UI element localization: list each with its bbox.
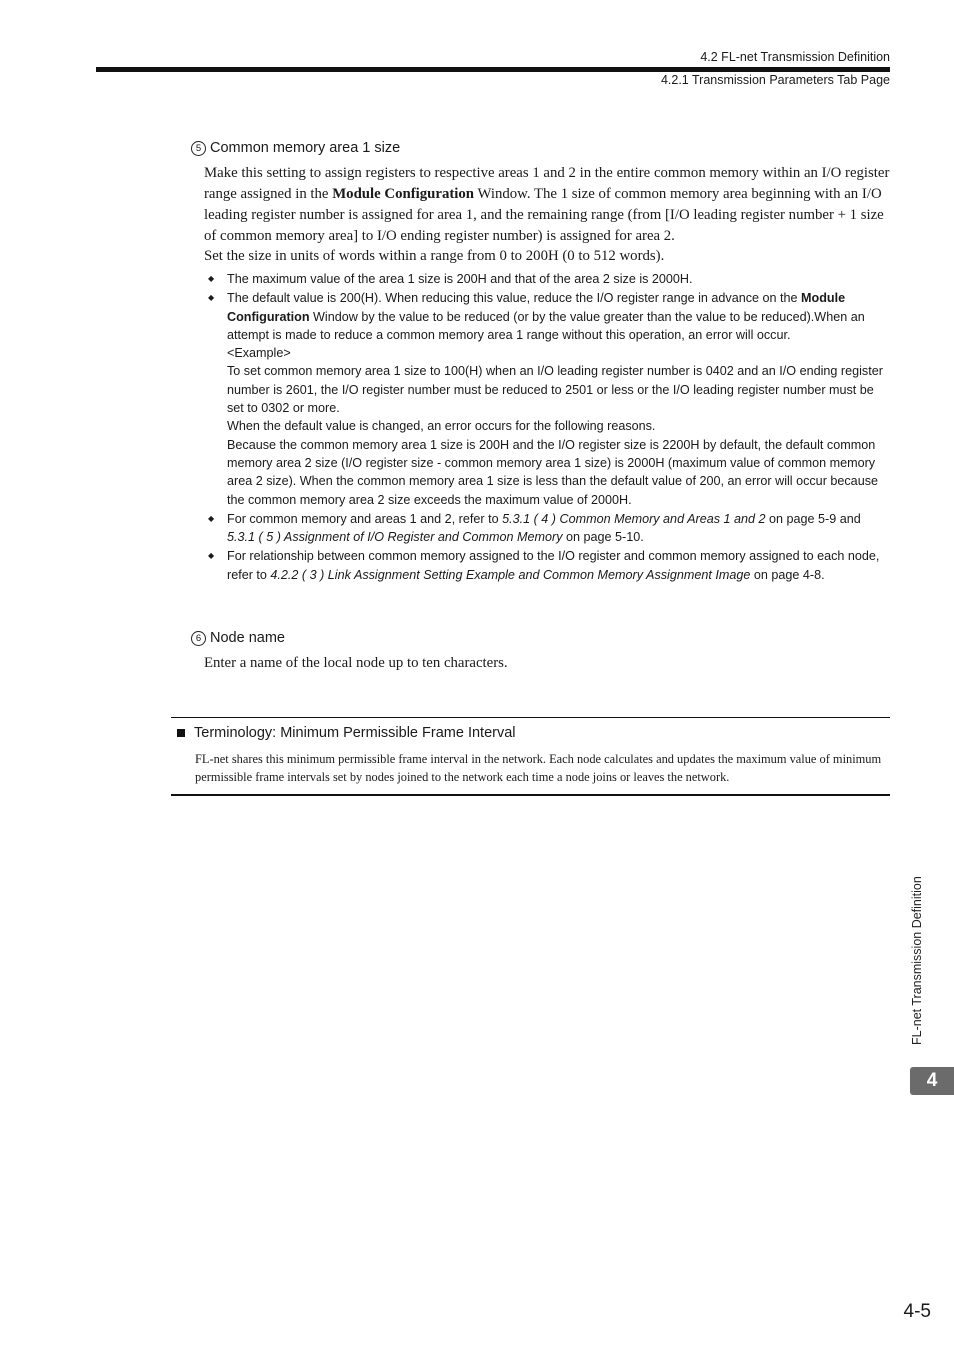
bullet2-example-label: <Example>: [227, 346, 291, 361]
bullet2-bold: Module Configuration: [227, 291, 846, 324]
bullet2-text-b: Window by the value to be reduced (or by the value greater than the value to be reduced).When an attempt is made to reduce a common memory area 1 range without this operation, an error will occur.: [227, 309, 865, 342]
item5-paragraph-2: Set the size in units of words within a range from 0 to 200H (0 to 512 words).: [204, 248, 665, 264]
bullet2-text-a: The default value is 200(H). When reducing this value, reduce the I/O register range in advance on the: [227, 291, 802, 306]
bullet4-link-ref[interactable]: 4.2.2 ( 3 ) Link Assignment Setting Example and Common Memory Assignment Image: [270, 567, 751, 582]
header-subsection-title: 4.2.1 Transmission Parameters Tab Page: [660, 73, 890, 87]
bullet-diamond-icon: ◆: [208, 513, 215, 523]
item6-number: 6: [191, 631, 206, 646]
bullet4-text-b: on page 4-8.: [750, 567, 825, 582]
bullet1-text: The maximum value of the area 1 size is 200H and that of the area 2 size is 2000H.: [227, 272, 693, 286]
terminology-box: [171, 717, 890, 796]
item5-p1-text-b: Window. The 1 size of common memory area beginning with an I/O leading register number is assigned for area 1, and the remaining range (from [I/O leading register number + 1 size of common memory area] to I/O ending register number) is assigned for area 2.: [204, 186, 884, 244]
bullet-diamond-icon: ◆: [208, 551, 215, 561]
bullet3-link-ref2[interactable]: 5.3.1 ( 5 ) Assignment of I/O Register and Common Memory: [227, 530, 563, 545]
item5-heading: [191, 140, 400, 156]
item5-paragraph-1: [204, 163, 894, 247]
bullet-diamond-icon: ◆: [208, 293, 215, 303]
bullet3-text-c: on page 5-10.: [562, 530, 644, 545]
terminology-heading: [177, 725, 516, 741]
list-item: [208, 510, 890, 547]
page-number: 4-5: [903, 1301, 931, 1322]
item6-heading: [191, 630, 285, 646]
bullet2-reason-text: Because the common memory area 1 size is 200H and the I/O register size is 2200H by default, the default common memory area 2 size (I/O register size - common memory area 1 size) is 2000H (maximum value of common memory area 2 size). When the common memory area 1 size is less than the default value of 200, an error will occur because the common memory area 2 size exceeds the maximum value of 2000H.: [227, 437, 878, 507]
item6-title: Node name: [210, 630, 285, 646]
list-item: [208, 289, 890, 509]
bullet-diamond-icon: ◆: [208, 274, 215, 283]
chapter-tab: 4: [910, 1067, 954, 1095]
square-bullet-icon: [177, 729, 185, 737]
item5-title: Common memory area 1 size: [210, 140, 401, 156]
side-chapter-label: FL-net Transmission Definition: [910, 876, 924, 1045]
bullet2-example-text: To set common memory area 1 size to 100(H) when an I/O leading register number is 0402 and an I/O ending register number is 2601, the I/O register number must be reduced to 2501 or less or the I/O leading register number must be set to 0302 or more.: [227, 364, 883, 416]
list-item: [208, 270, 890, 288]
terminology-body: FL-net shares this minimum permissible frame interval in the network. Each node calculates and updates the maximum value of minimum permissible frame intervals set by nodes joined to the network each time a node joins or leaves the network.: [195, 752, 882, 784]
header-section-title: 4.2 FL-net Transmission Definition: [700, 50, 890, 64]
item6-text: Enter a name of the local node up to ten characters.: [204, 655, 508, 671]
bullet3-text-a: For common memory and areas 1 and 2, refer to: [227, 511, 503, 526]
item5-p1-text-a: Make this setting to assign registers to respective areas 1 and 2 in the entire common memory within an I/O register range assigned in the: [204, 165, 890, 202]
item5-p1-bold: Module Configuration: [332, 186, 475, 202]
header-rule: [96, 67, 890, 72]
bullet3-text-b: on page 5-9 and: [765, 511, 861, 526]
terminology-title: Terminology: Minimum Permissible Frame Interval: [194, 725, 516, 741]
item5-number: 5: [191, 141, 206, 156]
item5-bullet-list: [208, 270, 890, 585]
list-item: [208, 547, 890, 584]
bullet4-text-a: For relationship between common memory assigned to the I/O register and common memory assigned to each node, refer to: [227, 549, 880, 582]
bullet3-link-ref1[interactable]: 5.3.1 ( 4 ) Common Memory and Areas 1 and 2: [502, 511, 766, 526]
bullet2-reason-intro: When the default value is changed, an error occurs for the following reasons.: [227, 419, 656, 434]
